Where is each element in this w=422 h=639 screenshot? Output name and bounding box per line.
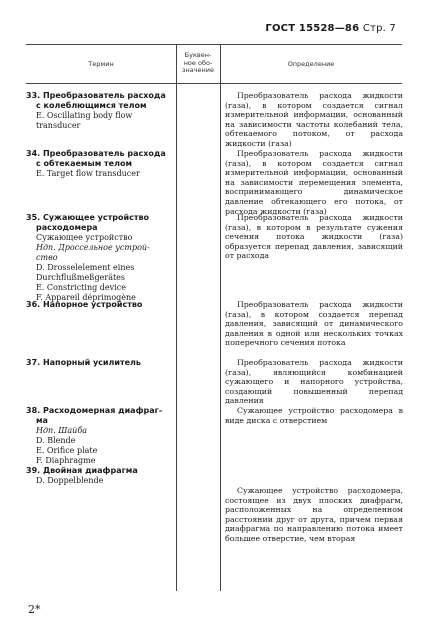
term-definition: Преобразователь расхода жидкости (газа), являющийся комбинацией сужающего и напорного устройства, создающий повышенный перепад давления — [225, 358, 403, 406]
term-definition: Сужающее устройство расходомера в виде диска с отверстием — [225, 406, 403, 425]
signature-mark: 2* — [28, 603, 41, 616]
table-header-rule — [26, 83, 402, 84]
column-header-term: Термин — [88, 60, 114, 68]
table-top-rule — [26, 44, 402, 45]
column-header-definition: Определение — [287, 60, 335, 68]
term-entry: 35. Сужающее устройство расходомера Сужающее устройство Ндп. Дроссельное устрой- ство D. Drosselelement eines Durchflußmeßgerätes E. Constricting device F. Appareil déprimogène — [26, 213, 150, 302]
term-definition: Преобразователь расхода жидкости (газа), в котором создается перепад давления, зависящий от динамического давления в одной или нескольких точках поперечного сечения потока — [225, 300, 403, 348]
term-definition: Преобразователь расхода жидкости (газа), в котором создается сигнал измерительной информации, основанный на зависимости перемещения элемента, воспринимающего динамическое давление обтекающего его потока, от расхода жидкости (газа) — [225, 149, 403, 216]
term-entry: 36. Напорное устройство — [26, 300, 143, 309]
term-definition: Сужающее устройство расходомера, состоящее из двух плоских диафрагм, расположенных на определенном расстоянии друг от друга, причем первая диафрагма по направлению потока имеет большее отверстие, чем вторая — [225, 486, 403, 543]
term-definition: Преобразователь расхода жидкости (газа), в котором создается сигнал измерительной информации, основанный на зависимости частоты колебаний тела, обтекаемого потоком, от расхода жидкости (газа) — [225, 91, 403, 148]
term-entry: 34. Преобразователь расхода с обтекаемым телом E. Target flow transducer — [26, 149, 166, 178]
term-entry: 39. Двойная диафрагма D. Doppelblende — [26, 466, 138, 485]
page-header — [265, 23, 396, 34]
column-divider — [220, 44, 221, 591]
standard-number: ГОСТ 15528—86 — [265, 23, 360, 34]
term-entry: 38. Расходомерная диафраг- ма Ндп. Шайба D. Blende E. Orifice plate F. Diaphragme — [26, 406, 163, 465]
term-definition: Преобразователь расхода жидкости (газа), в котором в результате сужения сечения потока жидкости (газа) образуется перепад давления, зависящий от расхода — [225, 213, 403, 261]
term-entry: 33. Преобразователь расхода с колеблющимся телом E. Oscillating body flow transducer — [26, 91, 166, 130]
term-entry: 37. Напорный усилитель — [26, 358, 141, 367]
column-divider — [176, 44, 177, 591]
page-number: Стр. 7 — [362, 23, 396, 34]
column-header-symbol: Буквен- ное обо- значение — [181, 51, 214, 74]
